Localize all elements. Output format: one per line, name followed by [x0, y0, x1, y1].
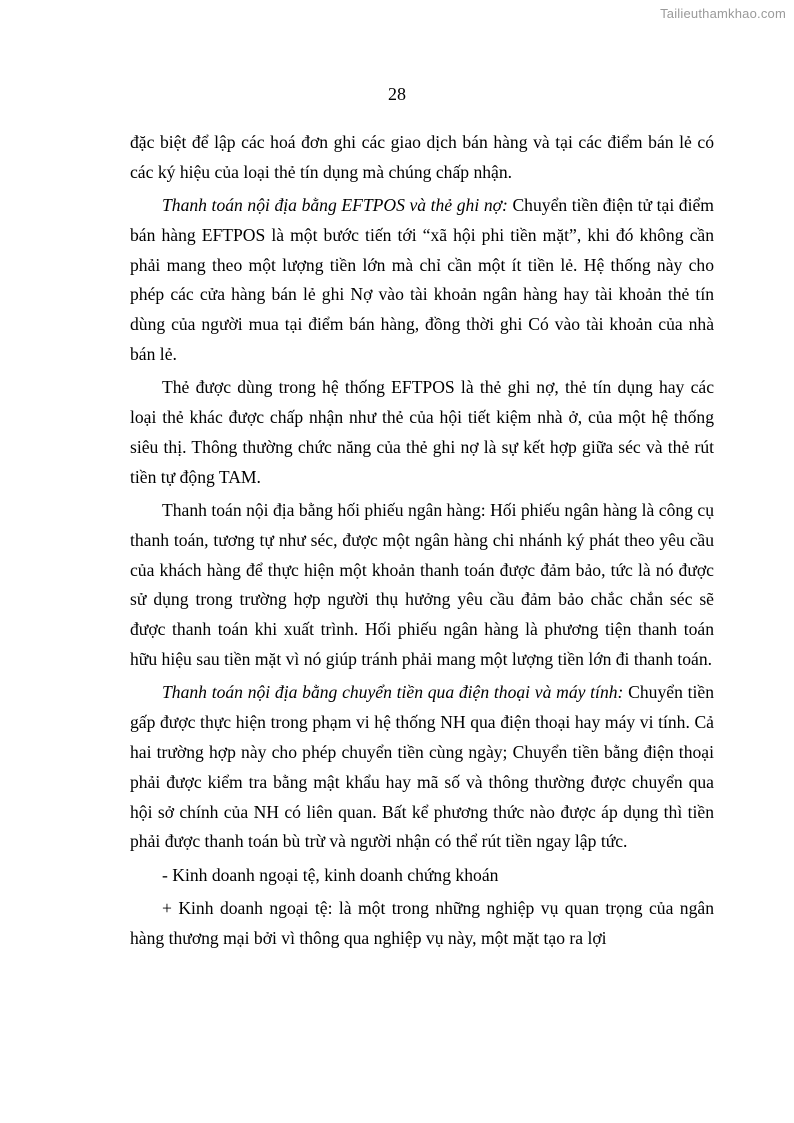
- paragraph-lead: Thanh toán nội địa bằng EFTPOS và thẻ ghi nợ:: [162, 195, 508, 216]
- paragraph: [130, 496, 714, 675]
- paragraph: [130, 861, 714, 891]
- paragraph-lead: Thanh toán nội địa bằng chuyển tiền qua điện thoại và máy tính:: [162, 682, 624, 703]
- paragraph: [130, 191, 714, 370]
- paragraph-text: Chuyển tiền điện tử tại điểm bán hàng EFTPOS là một bước tiến tới “xã hội phi tiền mặt”, khi đó không cần phải mang theo một lượng tiền lớn mà chỉ cần một ít tiền lẻ. Hệ thống này cho phép các cửa hàng bán lẻ ghi Nợ vào tài khoản ngân hàng hay tài khoản thẻ tín dùng của người mua tại điểm bán hàng, đồng thời ghi Có vào tài khoản của nhà bán lẻ.: [130, 195, 714, 365]
- paragraph: [130, 373, 714, 492]
- paragraph: [130, 678, 714, 857]
- page-number: 28: [388, 84, 406, 104]
- paragraph-text: Thanh toán nội địa bằng hối phiếu ngân hàng: Hối phiếu ngân hàng là công cụ thanh toán, tương tự như séc, được một ngân hàng chi nhánh ký phát theo yêu cầu của khách hàng để thực hiện một khoản thanh toán được đảm bảo, tức là nó được sử dụng trong trường hợp người thụ hưởng yêu cầu đảm bảo chắc chắn séc sẽ được thanh toán khi xuất trình. Hối phiếu ngân hàng là phương tiện thanh toán hữu hiệu sau tiền mặt vì nó giúp tránh phải mang một lượng tiền lớn đi thanh toán.: [130, 500, 714, 670]
- paragraph: [130, 128, 714, 188]
- document-body: [130, 128, 714, 957]
- paragraph-text: - Kinh doanh ngoại tệ, kinh doanh chứng khoán: [162, 864, 499, 885]
- paragraph-text: đặc biệt để lập các hoá đơn ghi các giao dịch bán hàng và tại các điểm bán lẻ có các ký hiệu của loại thẻ tín dụng mà chúng chấp nhận.: [130, 132, 714, 182]
- watermark: Tailieuthamkhao.com: [660, 6, 786, 21]
- paragraph-text: + Kinh doanh ngoại tệ: là một trong những nghiệp vụ quan trọng của ngân hàng thương mại bởi vì thông qua nghiệp vụ này, một mặt tạo ra lợi: [130, 897, 714, 948]
- paragraph: [130, 894, 714, 954]
- paragraph-text: Chuyển tiền gấp được thực hiện trong phạm vi hệ thống NH qua điện thoại hay máy vi tính. Cả hai trường hợp này cho phép chuyển tiền cùng ngày; Chuyển tiền bằng điện thoại phải được kiểm tra bằng mật khẩu hay mã số và thông thường được chuyển qua hội sở chính của NH có liên quan. Bất kể phương thức nào được áp dụng thì tiền phải được thanh toán bù trừ và người nhận có thể rút tiền ngay lập tức.: [130, 682, 714, 852]
- paragraph-text: Thẻ được dùng trong hệ thống EFTPOS là thẻ ghi nợ, thẻ tín dụng hay các loại thẻ khác được chấp nhận như thẻ của hội tiết kiệm nhà ở, của một hệ thống siêu thị. Thông thường chức năng của thẻ ghi nợ là sự kết hợp giữa séc và thẻ rút tiền tự động TAM.: [130, 377, 714, 487]
